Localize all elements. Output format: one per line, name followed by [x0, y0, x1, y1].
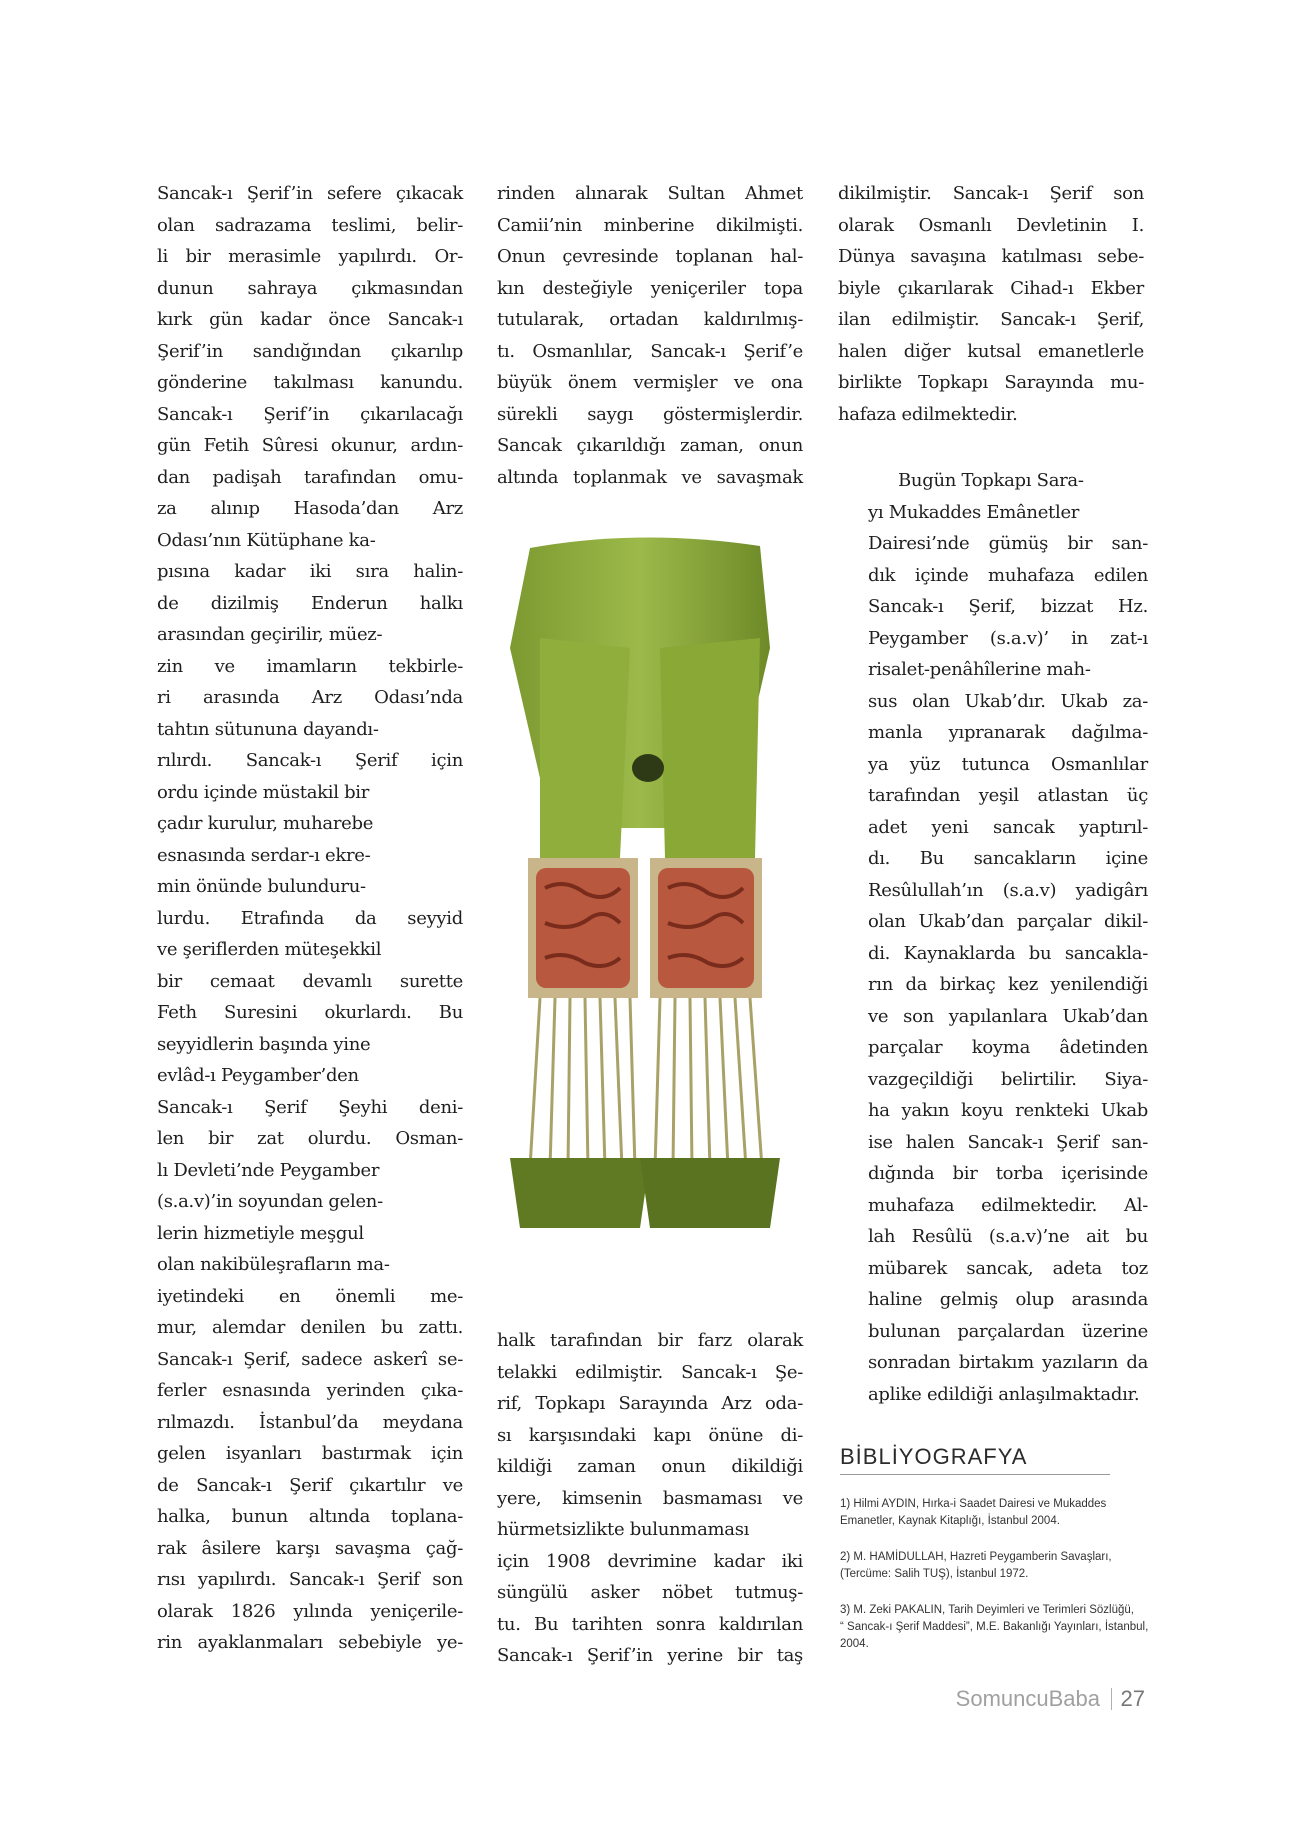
text-line: Şerif’in sandığından çıkarılıp — [157, 340, 463, 362]
text-line: gelen isyanları bastırmak için — [157, 1443, 463, 1464]
text-line: seyyidlerin başında yine — [157, 1033, 371, 1055]
text-line: tutularak, ortadan kaldırılmış- — [497, 309, 803, 330]
text-line: iyetindeki en önemli me- — [157, 1285, 463, 1307]
text-line: süngülü asker nöbet tutmuş- — [497, 1582, 803, 1603]
text-line: lı Devleti’nde Peygamber — [157, 1159, 380, 1181]
text-line: rif, Topkapı Sarayında Arz oda- — [497, 1393, 803, 1414]
text-line: halen diğer kutsal emanetlerle — [838, 340, 1144, 362]
text-line: rin ayaklanmaları sebebiyle ye- — [157, 1632, 463, 1653]
text-line: mübarek sancak, adeta toz — [868, 1257, 1148, 1279]
text-line: Sancak-ı Şerif, sadece askerî se- — [157, 1348, 463, 1370]
text-line: ve şeriflerden müteşekkil — [157, 939, 382, 960]
left-fringes — [530, 998, 635, 1168]
text-line: Sancak-ı Şerif Şeyhi deni- — [157, 1096, 463, 1118]
text-line: ya yüz tutunca Osmanlılar — [868, 753, 1148, 775]
text-line: altında toplanmak ve savaşmak — [497, 466, 803, 488]
text-line: ri arasında Arz Odası’nda — [157, 687, 463, 708]
text-line: adet yeni sancak yaptırıl- — [868, 816, 1148, 838]
text-line: bulunan parçalardan üzerine — [868, 1320, 1148, 1342]
text-line: Feth Suresini okurlardı. Bu — [157, 1002, 463, 1023]
text-line: ordu içinde müstakil bir — [157, 781, 370, 803]
text-line: için 1908 devrimine kadar iki — [497, 1550, 803, 1572]
bibliography-entry-line: 2) M. HAMİDULLAH, Hazreti Peygamberin Savaşları, — [840, 1551, 1112, 1563]
footer-separator — [1111, 1688, 1112, 1710]
bibliography-entry-line: 2004. — [840, 1638, 869, 1650]
text-line: za alınıp Hasoda’dan Arz — [157, 498, 463, 519]
text-line: Sancak-ı Şerif, bizzat Hz. — [868, 596, 1148, 617]
text-line: tarafından yeşil atlastan üç — [868, 785, 1148, 806]
bibliography-divider — [840, 1474, 1110, 1475]
text-line: Dünya savaşına katılması sebe- — [838, 246, 1144, 267]
text-line: muhafaza edilmektedir. Al- — [868, 1194, 1148, 1216]
text-line: tı. Osmanlılar, Sancak-ı Şerif’e — [497, 340, 803, 362]
bibliography-title: BİBLİYOGRAFYA — [840, 1444, 1028, 1469]
text-line: sonradan birtakım yazıların da — [868, 1352, 1148, 1373]
text-line: biyle çıkarılarak Cihad-ı Ekber — [838, 277, 1144, 299]
text-line: kırk gün kadar önce Sancak-ı — [157, 309, 463, 330]
text-line: zin ve imamların tekbirle- — [157, 655, 463, 677]
text-line: Odası’nın Kütüphane ka- — [157, 529, 376, 551]
text-line: Camii’nin minberine dikilmişti. — [497, 214, 803, 236]
text-line: de dizilmiş Enderun halkı — [157, 592, 463, 614]
text-line: pısına kadar iki sıra halin- — [157, 561, 463, 582]
text-line: olarak Osmanlı Devletinin I. — [838, 214, 1144, 236]
text-line: (s.a.v)’in soyundan gelen- — [157, 1191, 383, 1212]
bibliography-entry-line: Emanetler, Kaynak Kitaplığı, İstanbul 2004. — [840, 1515, 1060, 1527]
right-fringes — [655, 998, 762, 1168]
text-line: len bir zat olurdu. Osman- — [157, 1128, 463, 1149]
text-line: hafaza edilmektedir. — [838, 403, 1018, 425]
text-line: ha yakın koyu renkteki Ukab — [868, 1100, 1148, 1121]
text-line: rılmazdı. İstanbul’da meydana — [157, 1411, 463, 1433]
text-line: Resûlullah’ın (s.a.v) yadigârı — [868, 879, 1148, 901]
text-line: esnasında serdar-ı ekre- — [157, 844, 371, 866]
text-line: lerin hizmetiyle meşgul — [157, 1222, 364, 1244]
text-line: Dairesi’nde gümüş bir san- — [868, 533, 1148, 554]
left-tassels — [510, 1158, 650, 1228]
text-line: manla yıpranarak dağılma- — [868, 722, 1148, 743]
text-line: li bir merasimle yapılırdı. Or- — [157, 246, 463, 267]
text-line: lah Resûlü (s.a.v)’ne ait bu — [868, 1226, 1148, 1247]
text-line: de Sancak-ı Şerif çıkartılır ve — [157, 1474, 463, 1496]
text-line: min önünde bulunduru- — [157, 876, 366, 897]
text-line: ve son yapılanlara Ukab’dan — [868, 1005, 1148, 1027]
text-line: mur, alemdar denilen bu zattı. — [157, 1317, 463, 1338]
text-line: Sancak-ı Şerif’in yerine bir taş — [497, 1645, 803, 1666]
text-line: ise halen Sancak-ı Şerif san- — [868, 1131, 1148, 1153]
bibliography-entry-line: “ Sancak-ı Şerif Maddesi”, M.E. Bakanlığı Yayınları, İstanbul, — [840, 1621, 1149, 1633]
text-line: bir cemaat devamlı surette — [157, 970, 463, 992]
text-line: gün Fetih Sûresi okunur, ardın- — [157, 435, 463, 456]
text-line: aplike edildiği anlaşılmaktadır. — [868, 1383, 1140, 1405]
magazine-brand: SomuncuBaba — [955, 1686, 1100, 1711]
text-line: olan Ukab’dan parçalar dikil- — [868, 911, 1148, 932]
text-line: dikilmiştir. Sancak-ı Şerif son — [838, 183, 1144, 204]
text-line: tahtın sütununa dayandı- — [157, 718, 379, 740]
text-line: dı. Bu sancakların içine — [868, 848, 1148, 869]
text-line: büyük önem vermişler ve ona — [497, 372, 803, 393]
bibliography-entry-line: 1) Hilmi AYDIN, Hırka-i Saadet Dairesi ve Mukaddes — [840, 1498, 1107, 1510]
text-line: Sancak çıkarıldığı zaman, onun — [497, 435, 803, 456]
text-line: Onun çevresinde toplanan hal- — [497, 246, 803, 267]
text-line: olan nakibüleşrafların ma- — [157, 1254, 390, 1275]
bibliography-entry-line: (Tercüme: Salih TUŞ), İstanbul 1972. — [840, 1568, 1029, 1580]
text-line: kın desteğiyle yeniçeriler topa — [497, 277, 803, 299]
text-line: lurdu. Etrafında da seyyid — [157, 907, 463, 929]
banner-knot — [632, 754, 664, 782]
text-line: dunun sahraya çıkmasından — [157, 277, 463, 299]
text-line: risalet-penâhîlerine mah- — [868, 659, 1091, 680]
text-line: rılırdı. Sancak-ı Şerif için — [157, 750, 463, 771]
sancak-i-serif-photo — [470, 528, 810, 1268]
text-line: halk tarafından bir farz olarak — [497, 1330, 803, 1351]
text-line: evlâd-ı Peygamber’den — [157, 1065, 359, 1086]
text-line: Sancak-ı Şerif’in sefere çıkacak — [157, 183, 463, 204]
text-line: rinden alınarak Sultan Ahmet — [497, 183, 803, 204]
text-line: rak âsilere karşı savaşma çağ- — [157, 1537, 463, 1559]
text-line: yere, kimsenin basmaması ve — [497, 1487, 803, 1509]
text-line: hürmetsizlikte bulunmaması — [497, 1519, 750, 1540]
text-line: di. Kaynaklarda bu sancakla- — [868, 942, 1148, 964]
text-line: birlikte Topkapı Sarayında mu- — [838, 372, 1144, 393]
text-line: kildiği zaman onun dikildiği — [497, 1456, 803, 1477]
text-line: haline gelmiş olup arasında — [868, 1289, 1148, 1310]
text-line: dığında bir torba içerisinde — [868, 1163, 1148, 1184]
right-tassels — [640, 1158, 780, 1228]
text-line: Bugün Topkapı Sara- — [898, 470, 1084, 491]
text-line: vazgeçildiği belirtilir. Siya- — [868, 1068, 1148, 1090]
text-line: ilan edilmiştir. Sancak-ı Şerif, — [838, 309, 1144, 330]
text-line: sı karşısındaki kapı önüne di- — [497, 1424, 803, 1446]
text-line: Peygamber (s.a.v)’ in zat-ı — [868, 627, 1148, 649]
text-line: dık içinde muhafaza edilen — [868, 564, 1148, 586]
text-line: yı Mukaddes Emânetler — [868, 501, 1080, 523]
text-line: çadır kurulur, muharebe — [157, 813, 374, 834]
text-line: olan sadrazama teslimi, belir- — [157, 214, 463, 236]
bibliography-entry-line: 3) M. Zeki PAKALIN, Tarih Deyimleri ve Terimleri Sözlüğü, — [840, 1604, 1134, 1616]
text-line: tu. Bu tarihten sonra kaldırılan — [497, 1613, 803, 1635]
page-footer — [955, 1686, 1145, 1716]
text-line: gönderine takılması kanundu. — [157, 372, 463, 393]
text-line: dan padişah tarafından omu- — [157, 466, 463, 488]
text-line: olarak 1826 yılında yeniçerile- — [157, 1600, 463, 1622]
text-line: Sancak-ı Şerif’in çıkarılacağı — [157, 403, 463, 425]
text-line: sürekli saygı göstermişlerdir. — [497, 403, 803, 425]
text-line: halka, bunun altında toplana- — [157, 1506, 463, 1527]
text-line: rın da birkaç kez yenilendiği — [868, 974, 1148, 995]
text-line: sus olan Ukab’dır. Ukab za- — [868, 690, 1148, 712]
page-number: 27 — [1120, 1686, 1145, 1711]
text-line: telakki edilmiştir. Sancak-ı Şe- — [497, 1361, 803, 1383]
text-line: ferler esnasında yerinden çıka- — [157, 1380, 463, 1401]
text-line: arasından geçirilir, müez- — [157, 624, 383, 645]
text-line: rısı yapılırdı. Sancak-ı Şerif son — [157, 1569, 463, 1590]
text-line: parçalar koyma âdetinden — [868, 1037, 1148, 1058]
